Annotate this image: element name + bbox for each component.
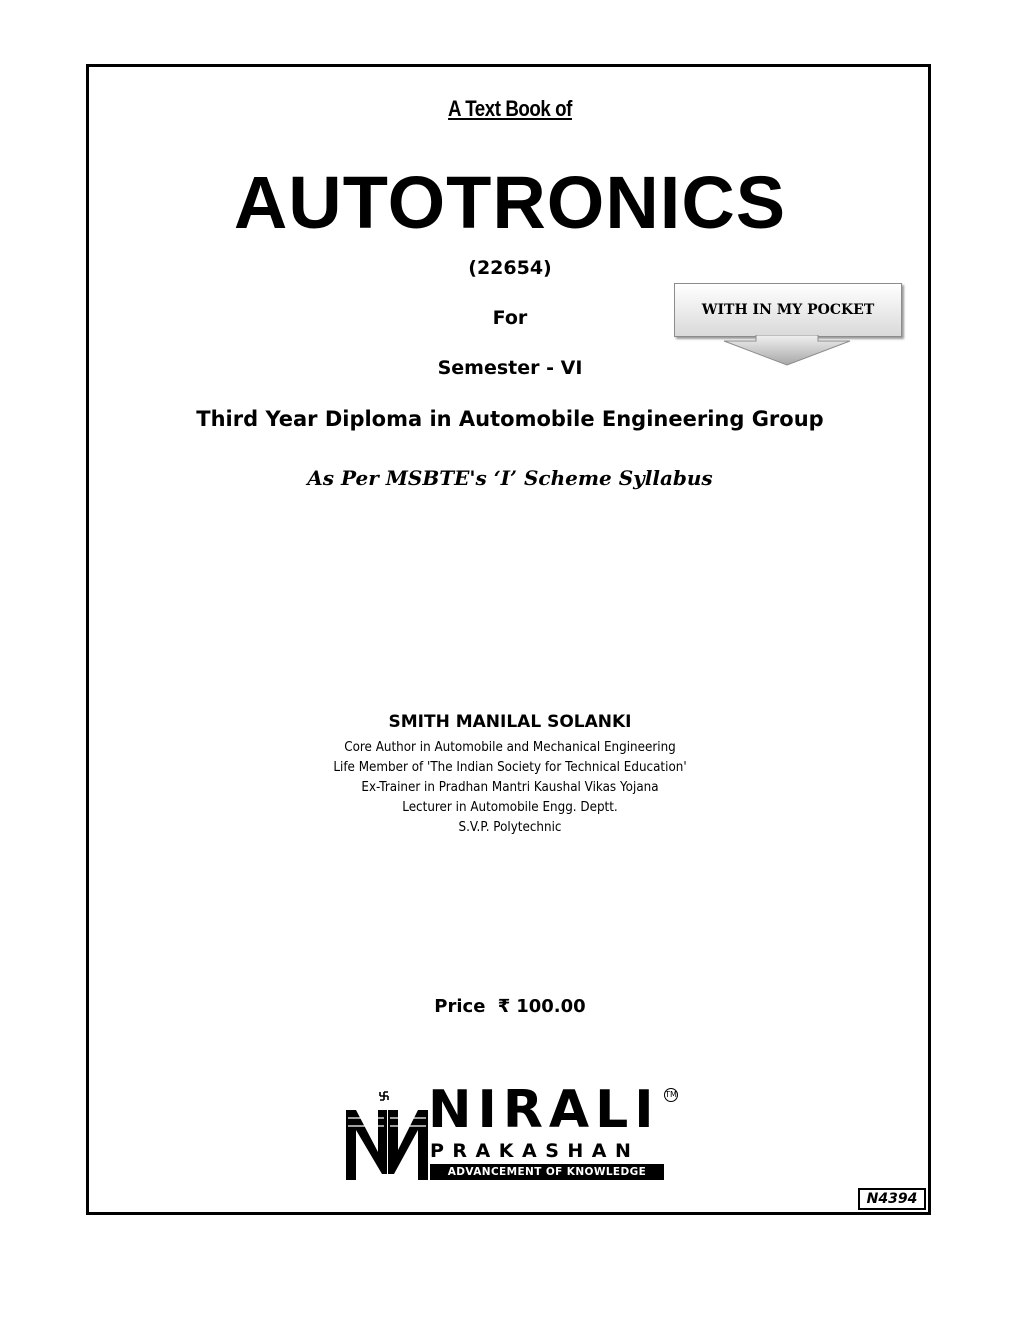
price-amount: 100.00 <box>516 996 586 1017</box>
author-line: S.V.P. Polytechnic <box>458 820 562 835</box>
book-emblem-icon <box>342 1088 432 1183</box>
author-name: SMITH MANILAL SOLANKI <box>388 712 632 732</box>
semester: Semester - VI <box>437 357 583 379</box>
trademark-symbol: TM <box>664 1088 678 1102</box>
book-code: N4394 <box>858 1188 926 1210</box>
publisher-name: NIRALI <box>428 1080 660 1140</box>
author-line: Ex-Trainer in Pradhan Mantri Kaushal Vikas Yojana <box>361 780 659 795</box>
price <box>0 996 1020 1017</box>
publisher-tagline: ADVANCEMENT OF KNOWLEDGE <box>430 1164 664 1180</box>
author-line: Core Author in Automobile and Mechanical Engineering <box>344 740 676 755</box>
arrow-down-icon <box>722 335 852 367</box>
publisher-logo <box>342 1080 682 1183</box>
for-label: For <box>492 307 528 329</box>
course-title: Third Year Diploma in Automobile Engineering Group <box>196 407 824 431</box>
author-line: Life Member of 'The Indian Society for Technical Education' <box>333 760 687 775</box>
author-line: Lecturer in Automobile Engg. Deptt. <box>402 800 618 815</box>
pocket-banner <box>674 283 904 368</box>
price-label: Price <box>434 996 486 1017</box>
author-credentials <box>0 738 1020 838</box>
pre-title: A Text Book of <box>448 96 572 121</box>
book-title: AUTOTRONICS <box>233 161 787 244</box>
publisher-subname: PRAKASHAN <box>430 1140 640 1162</box>
currency-symbol: ₹ <box>497 996 511 1017</box>
pocket-banner-label: WITH IN MY POCKET <box>674 283 902 337</box>
subject-code: (22654) <box>468 257 552 279</box>
syllabus-note: As Per MSBTE's ‘I’ Scheme Syllabus <box>307 466 713 490</box>
